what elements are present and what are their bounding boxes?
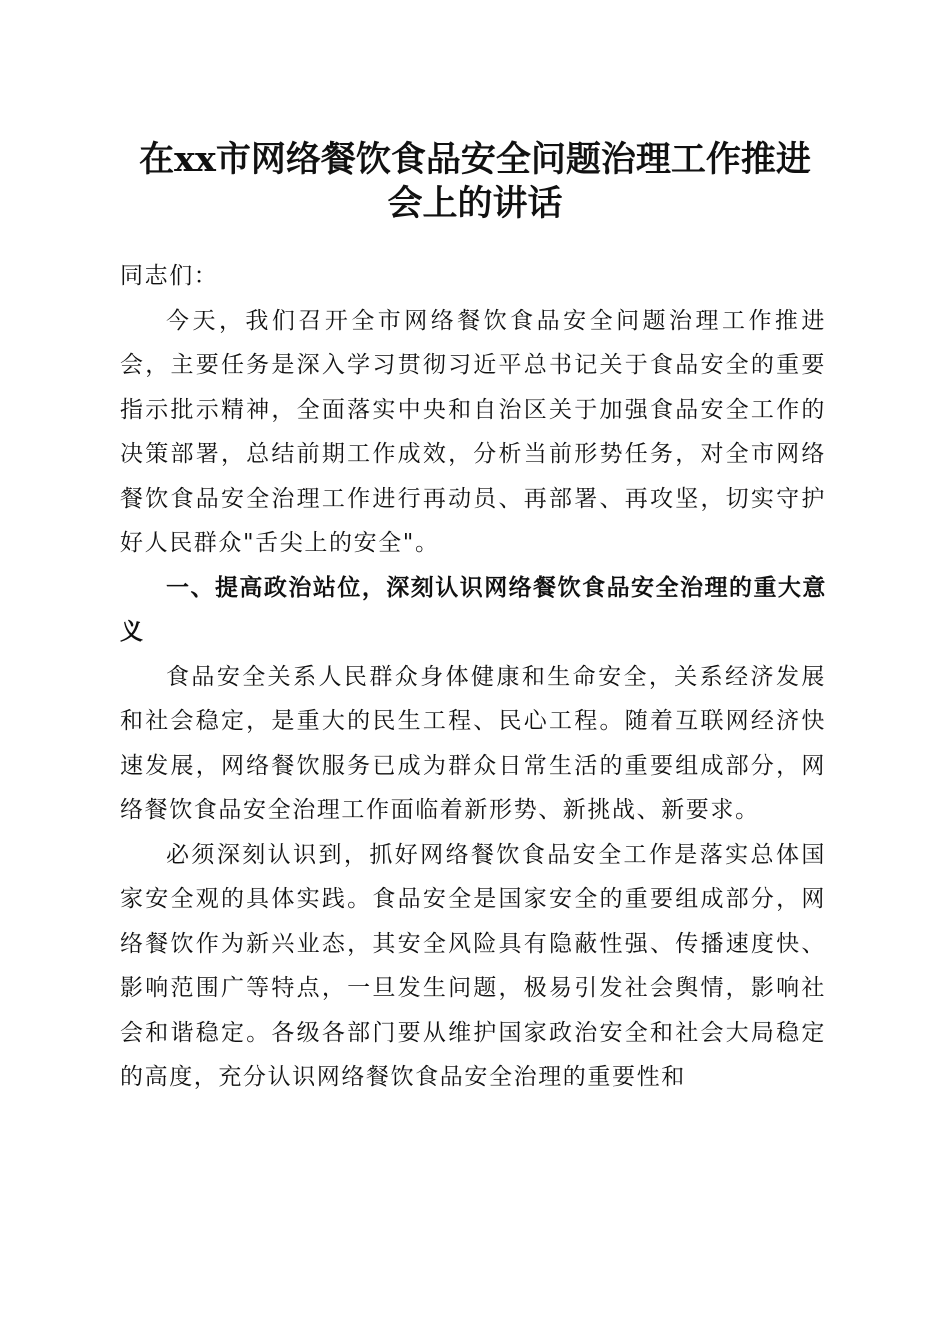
title-line-2: 会上的讲话 [387, 183, 563, 224]
paragraph-national-security: 必须深刻认识到，抓好网络餐饮食品安全工作是落实总体国家安全观的具体实践。食品安全是国家安全的重要组成部分，网络餐饮作为新兴业态，其安全风险具有隐蔽性强、传播速度快、影响范围广等特点，一旦发生问题，极易引发社会舆情，影响社会和谐稳定。各级各部门要从维护国家政治安全和社会大局稳定的高度，充分认识网络餐饮食品安全治理的重要性和 [120, 841, 826, 1090]
document-title [118, 138, 832, 226]
paragraph-intro: 今天，我们召开全市网络餐饮食品安全问题治理工作推进会，主要任务是深入学习贯彻习近平总书记关于食品安全的重要指示批示精神，全面落实中央和自治区关于加强食品安全工作的决策部署，总结前期工作成效，分析当前形势任务，对全市网络餐饮食品安全治理工作进行再动员、再部署、再攻坚，切实守护好人民群众"舌尖上的安全"。 [120, 307, 826, 556]
document-body [120, 254, 826, 1100]
section-heading-1: 一、提高政治站位，深刻认识网络餐饮食品安全治理的重大意义 [120, 574, 826, 645]
title-line-1: 在xx市网络餐饮食品安全问题治理工作推进 [139, 139, 811, 180]
paragraph-significance: 食品安全关系人民群众身体健康和生命安全，关系经济发展和社会稳定，是重大的民生工程、民心工程。随着互联网经济快速发展，网络餐饮服务已成为群众日常生活的重要组成部分，网络餐饮食品安全治理工作面临着新形势、新挑战、新要求。 [120, 663, 826, 823]
salutation: 同志们： [120, 263, 219, 289]
